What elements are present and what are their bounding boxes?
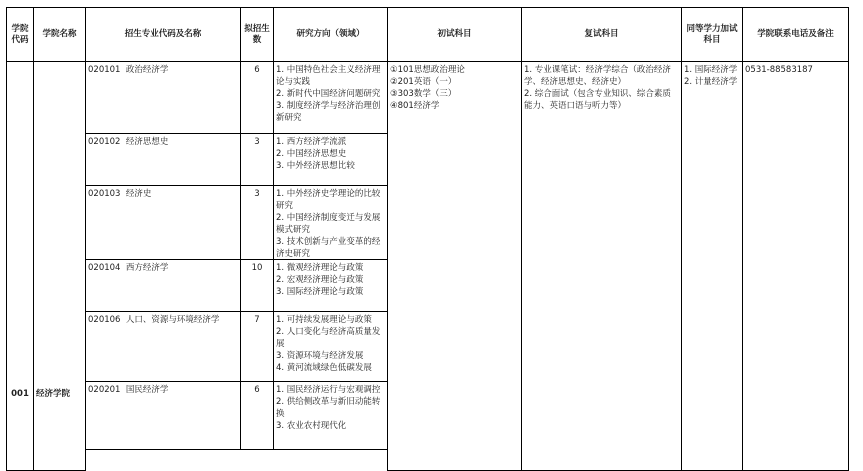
enrollment-count-cell (240, 259, 274, 312)
research-directions-cell (273, 133, 388, 186)
college-name: 经济学院 (36, 389, 71, 399)
research-directions-cell (273, 61, 388, 134)
enrollment-count-cell (240, 185, 274, 260)
header-1 (33, 7, 86, 62)
text-line: ②201英语（一） (390, 77, 457, 87)
header-0 (6, 7, 34, 62)
college-code-cell (6, 61, 34, 471)
header-label: 同等学力加试科目 (686, 23, 738, 45)
header-label: 学院代码 (11, 23, 29, 45)
major-name-cell (85, 311, 241, 382)
text-line: 3. 技术创新与产业变革的经济史研究 (276, 237, 381, 259)
header-label: 初试科目 (437, 29, 472, 39)
text-line: 1. 可持续发展理论与政策 (276, 315, 372, 325)
enrollment-count: 3 (254, 189, 260, 199)
enrollment-count: 3 (254, 137, 260, 147)
text-line: 3. 资源环境与经济发展 (276, 351, 364, 361)
header-3 (240, 7, 274, 62)
text-line: 2. 宏观经济理论与政策 (276, 275, 364, 285)
text-line: 1. 微观经济理论与政策 (276, 263, 364, 273)
enrollment-count-cell (240, 311, 274, 382)
enrollment-count: 6 (254, 65, 260, 75)
text-line: 3. 国际经济理论与政策 (276, 287, 364, 297)
text-line: 2. 人口变化与经济高质量发展 (276, 327, 381, 349)
text-line: 2. 中国经济制度变迁与发展模式研究 (276, 213, 381, 235)
text-line: 2. 中国经济思想史 (276, 149, 347, 159)
major-name: 020104 西方经济学 (88, 263, 169, 273)
header-label: 拟招生数 (244, 23, 270, 45)
major-name-cell (85, 61, 241, 134)
college-code: 001 (11, 389, 29, 399)
text-line: 1. 国民经济运行与宏观调控 (276, 385, 381, 395)
contact-phone: 0531-88583187 (745, 65, 813, 75)
text-line: ④801经济学 (390, 101, 440, 111)
text-line: 3. 制度经济学与经济治理创新研究 (276, 101, 381, 123)
text-line: 1. 中国特色社会主义经济理论与实践 (276, 65, 381, 87)
text-line: 1. 专业课笔试：经济学综合（政治经济学、经济思想史、经济史） (524, 65, 671, 87)
header-4 (273, 7, 388, 62)
major-name: 020106 人口、资源与环境经济学 (88, 315, 220, 325)
enrollment-count: 10 (251, 263, 263, 273)
research-directions-cell (273, 381, 388, 450)
text-line: ①101思想政治理论 (390, 65, 465, 75)
header-label: 研究方向（领域） (296, 29, 365, 39)
research-directions-cell (273, 185, 388, 260)
header-label: 学院名称 (42, 29, 77, 39)
major-name: 020201 国民经济学 (88, 385, 169, 395)
header-7 (681, 7, 743, 62)
major-name: 020102 经济思想史 (88, 137, 169, 147)
major-name-cell (85, 133, 241, 186)
text-line: 1. 国际经济学 (684, 65, 738, 75)
enrollment-count-cell (240, 381, 274, 450)
exam-cell (387, 61, 522, 471)
text-line: 2. 计量经济学 (684, 77, 738, 87)
enrollment-count: 7 (254, 315, 260, 325)
text-line: 1. 中外经济史学理论的比较研究 (276, 189, 381, 211)
enrollment-count: 6 (254, 385, 260, 395)
equivalent-cell (681, 61, 743, 471)
major-name-cell (85, 259, 241, 312)
research-directions-cell (273, 259, 388, 312)
enrollment-count-cell (240, 133, 274, 186)
text-line: 2. 综合面试（包含专业知识、综合素质能力、英语口语与听力等） (524, 89, 671, 111)
text-line: ③303数学（三） (390, 89, 457, 99)
enrollment-count-cell (240, 61, 274, 134)
major-name-cell (85, 185, 241, 260)
header-label: 学院联系电话及备注 (757, 29, 834, 39)
major-name-cell (85, 381, 241, 450)
text-line: 3. 农业农村现代化 (276, 421, 347, 431)
text-line: 3. 中外经济思想比较 (276, 161, 355, 171)
header-5 (387, 7, 522, 62)
contact-cell (742, 61, 849, 471)
header-label: 复试科目 (584, 29, 619, 39)
college-name-cell (33, 61, 86, 471)
header-2 (85, 7, 241, 62)
text-line: 4. 黄河流域绿色低碳发展 (276, 363, 372, 373)
header-8 (742, 7, 849, 62)
text-line: 2. 供给侧改革与新旧动能转换 (276, 397, 381, 419)
text-line: 2. 新时代中国经济问题研究 (276, 89, 381, 99)
research-directions-cell (273, 311, 388, 382)
header-6 (521, 7, 682, 62)
major-name: 020103 经济史 (88, 189, 152, 199)
header-label: 招生专业代码及名称 (124, 29, 202, 39)
retest-cell (521, 61, 682, 471)
text-line: 1. 西方经济学流派 (276, 137, 347, 147)
major-name: 020101 政治经济学 (88, 65, 169, 75)
